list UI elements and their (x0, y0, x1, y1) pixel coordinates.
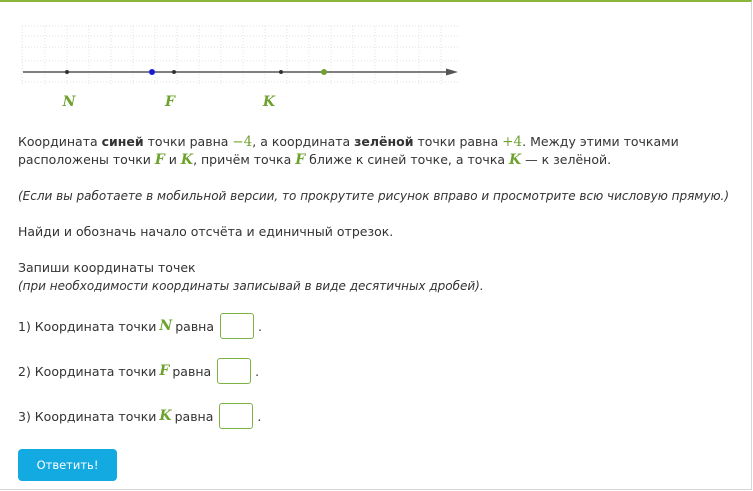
question-1: 1) Координата точки N равна . (18, 311, 262, 341)
write-title: Запиши координаты точек (18, 260, 196, 275)
question-3: 3) Координата точки K равна . (18, 401, 261, 431)
answer-input-k[interactable] (219, 403, 253, 429)
label-n: N (62, 94, 76, 110)
answer-input-n[interactable] (220, 313, 254, 339)
label-f: F (165, 94, 175, 110)
grid (22, 26, 458, 84)
question-2: 2) Координата точки F равна . (18, 356, 259, 386)
instruction: Найди и обозначь начало отсчёта и единичный отрезок. (18, 224, 394, 239)
green-coordinate: +4 (502, 134, 523, 150)
blue-coordinate: −4 (232, 134, 253, 150)
point-f-mark (172, 70, 176, 74)
task-condition: Координата синей точки равна −4, а координата зелёной точки равна +4. Между этими точками расположены точки F и K, причём точка F ближе к синей точке, а точка K — к зелёной. (18, 134, 679, 168)
mobile-note: (Если вы работаете в мобильной версии, то прокрутите рисунок вправо и просмотрите всю числовую прямую.) (18, 189, 730, 203)
label-k: K (262, 94, 276, 110)
write-hint: (при необходимости координаты записывай в виде десятичных дробей). (18, 279, 484, 293)
blue-point (149, 69, 155, 75)
submit-button[interactable]: Ответить! (18, 449, 117, 481)
number-line (18, 22, 468, 114)
answer-input-f[interactable] (217, 358, 251, 384)
green-point (321, 69, 327, 75)
point-n-mark (65, 70, 69, 74)
point-k-mark (279, 70, 283, 74)
green-word: зелёной (354, 134, 414, 149)
axis-arrow (446, 69, 458, 76)
blue-word: синей (101, 134, 144, 149)
